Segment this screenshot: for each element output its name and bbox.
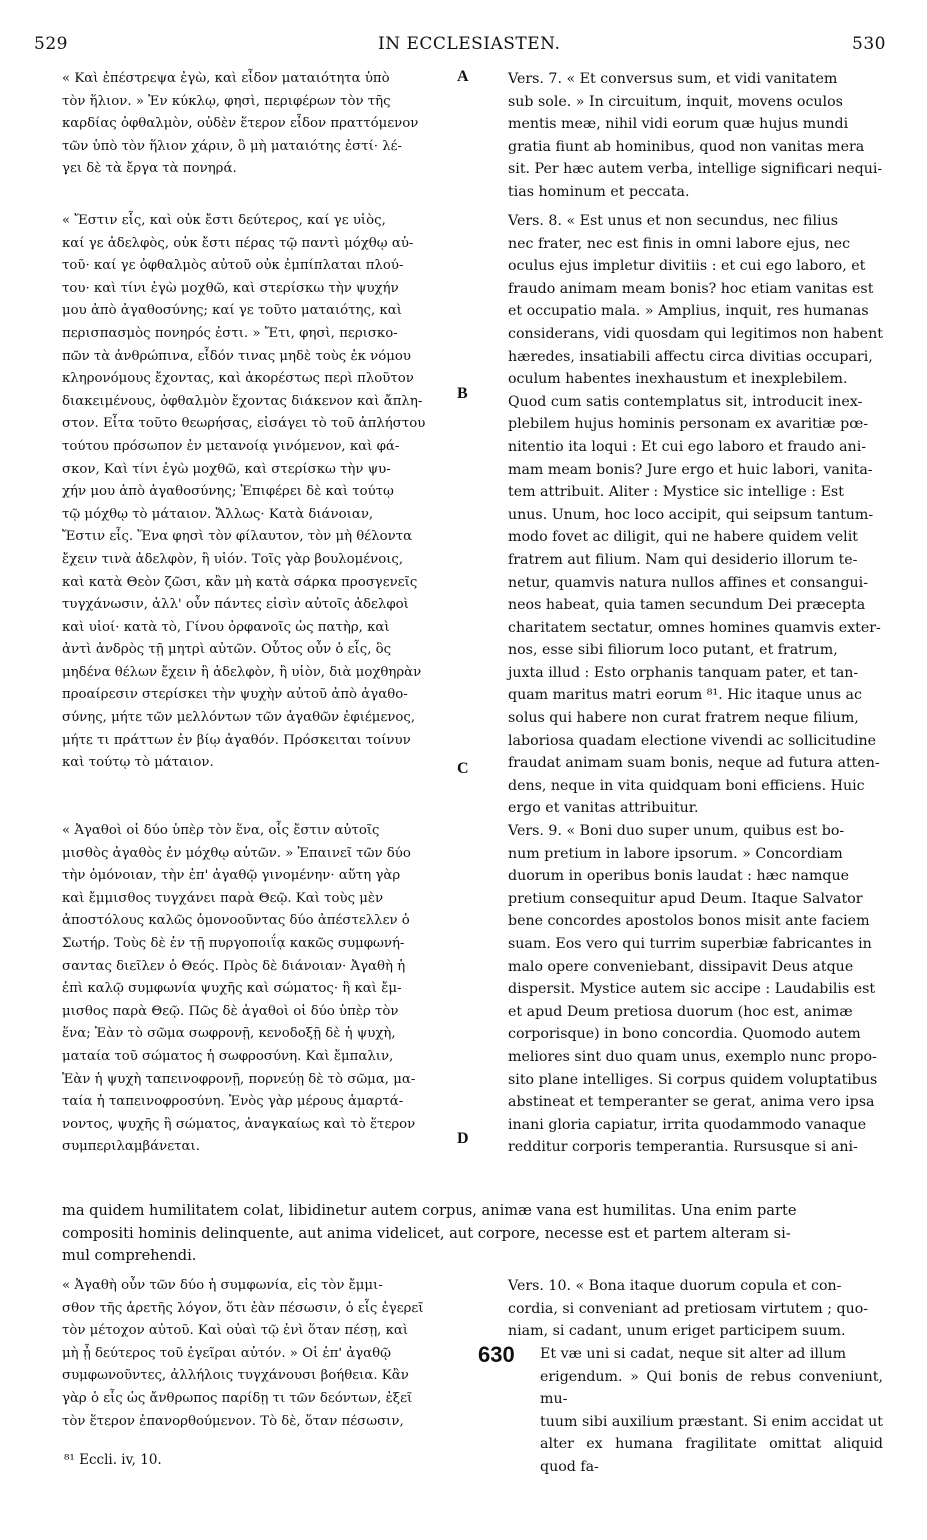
running-title: IN ECCLESIASTEN. — [378, 34, 561, 54]
latin-paragraph-2: Vers. 8. « Est unus et non secundus, nec filius nec frater, nec est finis in omni labore ejus, nec oculus ejus impletur divitiis : et cui ego laboro, et fraudo animam meam bonis? hoc etiam vanitas est et occupatio mala. » Amplius, inquit, res humanas considerans, vidi quosdam qui legitimos non habent hæredes, insatiabili affectu circa divitias occupari, oculum habentes inexhaustum et inexplebilem. Quod cum satis contemplatus sit, introducit inex- plebilem hujus hominis personam ex avaritiæ pœ- nitentio ita loqui : Et cui ego laboro et fraudo ani- mam meam bonis? Jure ergo et huic labori, vanita- tem attribuit. Aliter : Mystice sic intellige : Est unus. Unum, hoc loco accipit, qui seipsum tantum- modo fovet ac diligit, qui ne habere quidem velit fratrem aut filium. Nam qui desiderio illorum te- netur, quamvis natura nullos affines et consangui- neos habeat, quia tamen secundum Dei præcepta charitatem sectatur, omnes homines quamvis exter- nos, esse sibi filiorum loco putant, et fratrum, juxta illud : Esto orphanis tanquam pater, et tan- quam maritus matri eorum ⁸¹. Hic itaque unus ac solus qui habere non curat fratrem neque filium, laboriosa quadam electione vivendi ac sollicitudine fraudat animam suam bonis, neque ad futura atten- dens, neque in vita quidquam boni efficiens. Huic ergo et vanitas attribuitur. — [508, 213, 883, 817]
latin-paragraph-1: Vers. 7. « Et conversus sum, et vidi vanitatem sub sole. » In circuitum, inquit, movens oculos mentis meæ, nihil vidi eorum quæ hujus mundi gratia fiunt ab hominibus, quod non vanitas mera sit. Per hæc autem verba, intellige significari nequi- tias hominum et peccata. — [508, 71, 883, 200]
footnote: ⁸¹ Eccli. iv, 10. — [64, 1452, 162, 1468]
latin-paragraph-4a: Vers. 10. « Bona itaque duorum copula et con- cordia, si conveniant ad pretiosam virtutem ; quo- niam, si cadant, unum eriget participem suum. — [508, 1278, 869, 1340]
left-page-number: 529 — [34, 34, 68, 54]
greek-paragraph-4: « Ἀγαθὴ οὖν τῶν δύο ἡ συμφωνία, εἰς τὸν ἔμμι- σθον τῆς ἀρετῆς λόγον, ὅτι ἐὰν πέσωσιν, ὁ εἷς ἐγερεῖ τὸν μέτοχον αὐτοῦ. Καὶ οὐαὶ τῷ ἑνὶ ὅταν πέσῃ, καὶ μὴ ᾖ δεύτερος τοῦ ἐγεῖραι αὐτόν. » Οἱ ἐπ' ἀγαθῷ συμφωνοῦντες, ἀλλήλοις τυγχάνουσι βοήθεια. Κἂν γὰρ ὁ εἷς ὡς ἄνθρωπος παρίδῃ τι τῶν δεόντων, ἐξεῖ τὸν ἕτερον ἐπανορθούμενον. Τὸ δὲ, ὅταν πέσωσιν, — [62, 1278, 424, 1429]
column-number: 630 — [478, 1342, 515, 1367]
greek-paragraph-3: « Ἀγαθοὶ οἱ δύο ὑπὲρ τὸν ἕνα, οἷς ἔστιν αὐτοῖς μισθὸς ἀγαθὸς ἐν μόχθῳ αὐτῶν. » Ἐπαινεῖ τῶν δύο τὴν ὁμόνοιαν, τὴν ἐπ' ἀγαθῷ γινομένην· αὕτη γὰρ καὶ ἔμμισθος τυγχάνει παρὰ Θεῷ. Καὶ τοὺς μὲν ἀποστόλους καλῶς ὁμονοοῦντας δύο ἀπέστελλεν ὁ Σωτήρ. Τοὺς δὲ ἐν τῇ πυργοποιΐᾳ κακῶς συμφωνή- σαντας διεῖλεν ὁ Θεός. Πρὸς δὲ διάνοιαν· Ἀγαθὴ ἡ ἐπὶ καλῷ συμφωνία ψυχῆς καὶ σώματος· ἣ καὶ ἔμ- μισθος παρὰ Θεῷ. Πῶς δὲ ἀγαθοὶ οἱ δύο ὑπὲρ τὸν ἕνα; Ἐὰν τὸ σῶμα σωφρονῇ, κενοδοξῇ δὲ ἡ ψυχὴ, ματαία τοῦ σώματος ἡ σωφροσύνη. Καὶ ἔμπαλιν, Ἐὰν ἡ ψυχὴ ταπεινοφρονῇ, πορνεύῃ δὲ τὸ σῶμα, μα- ταία ἡ ταπεινοφροσύνη. Ἑνὸς γὰρ μέρους ἁμαρτά- νοντος, ψυχῆς ἢ σώματος, ἀναγκαίως καὶ τὸ ἕτερον συμπεριλαμβάνεται. — [62, 823, 416, 1155]
margin-letter-c: C — [457, 760, 469, 777]
greek-paragraph-2: « Ἔστιν εἷς, καὶ οὐκ ἔστι δεύτερος, καί γε υἱὸς, καί γε ἀδελφὸς, οὐκ ἔστι πέρας τῷ παντὶ μόχθῳ αὐ- τοῦ· καί γε ὀφθαλμὸς αὐτοῦ οὐκ ἐμπίπλαται πλού- του· καὶ τίνι ἐγὼ μοχθῶ, καὶ στερίσκω τὴν ψυχήν μου ἀπὸ ἀγαθοσύνης; καί γε τοῦτο ματαιότης, καὶ περισπασμὸς πονηρός ἐστι. » Ἔτι, φησὶ, περισκο- πῶν τὰ ἀνθρώπινα, εἶδόν τινας μηδὲ τοὺς ἐκ νόμου κληρονόμους ἔχοντας, καὶ ἀκορέστως περὶ πλοῦτον διακειμένους, ὀφθαλμὸν ἔχοντας διάκενον καὶ ἄπλη- στον. Εἶτα τοῦτο θεωρήσας, εἰσάγει τὸ τοῦ ἀπλήστου τούτου πρόσωπον ἐν μετανοίᾳ γινόμενον, καὶ φά- σκον, Καὶ τίνι ἐγὼ μοχθῶ, καὶ στερίσκω τὴν ψυ- χήν μου ἀπὸ ἀγαθοσύνης; Ἐπιφέρει δὲ καὶ τούτῳ τῷ μόχθῳ τὸ μάταιον. Ἄλλως· Κατὰ διάνοιαν, Ἔστιν εἷς. Ἕνα φησὶ τὸν φίλαυτον, τὸν μὴ θέλοντα ἔχειν τινὰ ἀδελφὸν, ἢ υἱόν. Τοῖς γὰρ βουλομένοις, καὶ κατὰ Θεὸν ζῶσι, κἂν μὴ κατὰ σάρκα προσγενεῖς τυγχάνωσιν, ἀλλ' οὖν πάντες εἰσὶν αὐτοῖς ἀδελφοὶ καὶ υἱοί· κατὰ τὸ, Γίνου ὀρφανοῖς ὡς πατὴρ, καὶ ἀντὶ ἀνδρὸς τῇ μητρὶ αὐτῶν. Οὗτος οὖν ὁ εἷς, ὃς μηδένα θέλων ἔχειν ἢ ἀδελφὸν, ἢ υἱὸν, διὰ μοχθηρὰν προαίρεσιν στερίσκει τὴν ψυχὴν αὐτοῦ ἀπὸ ἀγαθο- σύνης, μήτε τῶν μελλόντων τῶν ἀγαθῶν ἐφιέμενος, μήτε τι πράττων ἐν βίῳ ἀγαθόν. Πρόσκειται τοίνυν καὶ τούτῳ τὸ μάταιον. — [62, 213, 426, 771]
latin-paragraph-3: Vers. 9. « Boni duo super unum, quibus est bo- num pretium in labore ipsorum. » Concordiam duorum in operibus bonis laudat : hæc namque pretium consequitur apud Deum. Itaque Salvator bene concordes apostolos bonos misit ante faciem suam. Eos vero qui turrim superbiæ fabricantes in malo opere conveniebant, dissipavit Deus atque dispersit. Mystice autem sic accipe : Laudabilis est et apud Deum pretiosa duorum (hoc est, animæ corporisque) in bono concordia. Quomodo autem meliores sint duo quam unus, exemplo nunc propo- sito plane intelliges. Si corpus quidem voluptatibus abstineat et temperanter se gerat, anima vero ipsa inani gloria capiatur, irrita quodammodo vanaque redditur corporis temperantia. Rursusque si ani- — [508, 823, 878, 1156]
margin-letter-d: D — [457, 1130, 469, 1147]
greek-paragraph-1: « Καὶ ἐπέστρεψα ἐγὼ, καὶ εἶδον ματαιότητα ὑπὸ τὸν ἥλιον. » Ἐν κύκλῳ, φησὶ, περιφέρων τὸν τῆς καρδίας ὀφθαλμὸν, οὐδὲν ἕτερον εἶδον πραττόμενον τῶν ὑπὸ τὸν ἥλιον χάριν, ὃ μὴ ματαιότης ἐστί· λέ- γει δὲ τὰ ἔργα τὰ πονηρά. — [62, 71, 419, 177]
margin-letter-a: A — [457, 68, 469, 85]
full-width-paragraph: ma quidem humilitatem colat, libidinetur autem corpus, animæ vana est humilitas. Una enim parte compositi hominis delinquente, aut anima videlicet, aut corpore, necesse est et partem alteram si- mul comprehendi. — [62, 1202, 797, 1265]
right-page-number: 530 — [852, 34, 886, 54]
margin-letter-b: B — [457, 385, 468, 402]
latin-paragraph-4b: Et væ uni si cadat, neque sit alter ad illum erigendum. » Qui bonis de rebus conveniunt, mu- tuum sibi auxilium præstant. Si enim accidat ut alter ex humana fragilitate omittat aliquid quod fa- — [540, 1346, 883, 1475]
